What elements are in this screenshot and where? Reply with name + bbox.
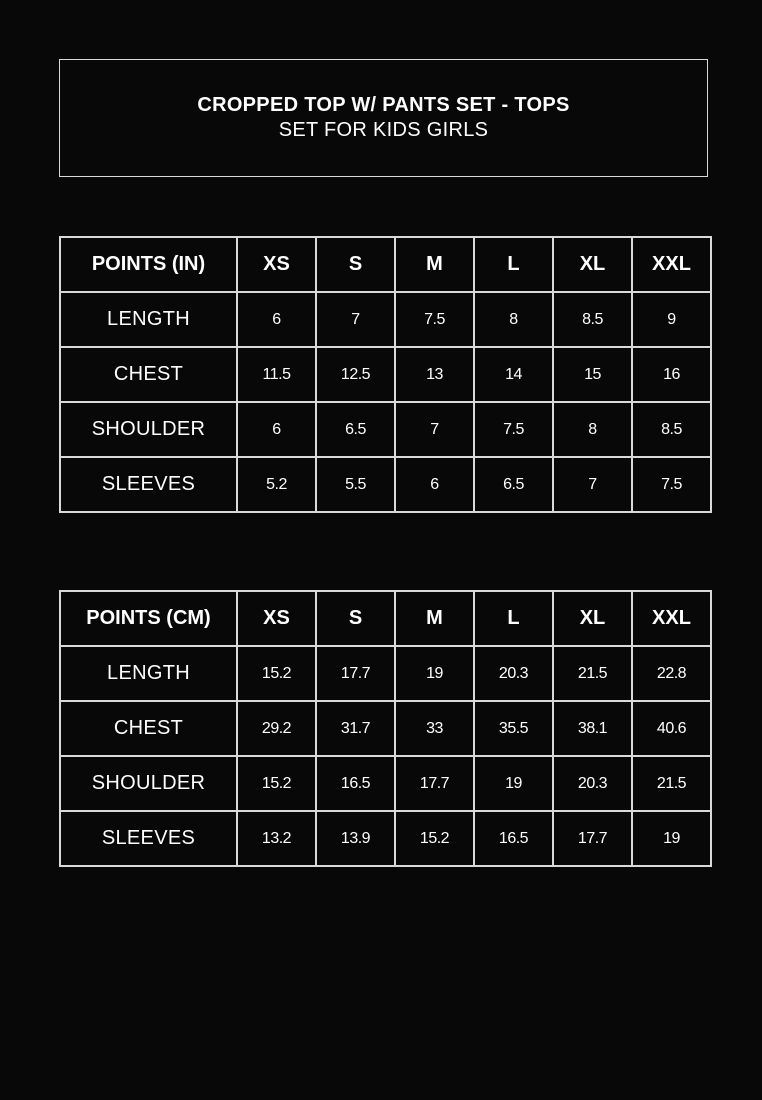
table-cell: 9 (632, 292, 711, 347)
table-cell: 21.5 (553, 646, 632, 701)
table-cell: 7.5 (632, 457, 711, 512)
table-row (60, 457, 711, 512)
column-header-l: L (474, 237, 553, 292)
table-cell: 29.2 (237, 701, 316, 756)
table-cell: 5.2 (237, 457, 316, 512)
table-cell: 19 (474, 756, 553, 811)
table-cell: 6 (395, 457, 474, 512)
table-cell: 33 (395, 701, 474, 756)
table-row (60, 701, 711, 756)
table-cell: 40.6 (632, 701, 711, 756)
title-box (59, 59, 708, 177)
table-cell: 17.7 (553, 811, 632, 866)
table-cell: 15 (553, 347, 632, 402)
row-label: CHEST (60, 701, 237, 756)
table-cell: 20.3 (474, 646, 553, 701)
table-cell: 16 (632, 347, 711, 402)
table-cell: 19 (395, 646, 474, 701)
column-header-m: M (395, 591, 474, 646)
table-cell: 19 (632, 811, 711, 866)
table-cell: 13.2 (237, 811, 316, 866)
column-header-m: M (395, 237, 474, 292)
column-header-xs: XS (237, 591, 316, 646)
column-header-xxl: XXL (632, 237, 711, 292)
column-header-l: L (474, 591, 553, 646)
size-table-centimeters (59, 590, 712, 867)
row-label: SHOULDER (60, 756, 237, 811)
table-cell: 11.5 (237, 347, 316, 402)
table-cell: 38.1 (553, 701, 632, 756)
table-cell: 7 (316, 292, 395, 347)
table-cell: 15.2 (237, 756, 316, 811)
table-cell: 14 (474, 347, 553, 402)
table-row (60, 756, 711, 811)
row-label: SLEEVES (60, 811, 237, 866)
table-cell: 5.5 (316, 457, 395, 512)
column-header-s: S (316, 591, 395, 646)
table-cell: 8.5 (553, 292, 632, 347)
table-cell: 17.7 (395, 756, 474, 811)
row-label: SLEEVES (60, 457, 237, 512)
table-cell: 8 (553, 402, 632, 457)
table-header-row (60, 591, 711, 646)
table-cell: 7.5 (474, 402, 553, 457)
column-header-xxl: XXL (632, 591, 711, 646)
column-header-xs: XS (237, 237, 316, 292)
page-title: CROPPED TOP W/ PANTS SET - TOPS (197, 94, 570, 116)
column-header-points: POINTS (CM) (60, 591, 237, 646)
table-cell: 31.7 (316, 701, 395, 756)
row-label: LENGTH (60, 646, 237, 701)
table-cell: 6.5 (474, 457, 553, 512)
table-cell: 16.5 (316, 756, 395, 811)
table-cell: 6 (237, 402, 316, 457)
table-row (60, 811, 711, 866)
table-cell: 7 (395, 402, 474, 457)
column-header-xl: XL (553, 237, 632, 292)
row-label: CHEST (60, 347, 237, 402)
table-row (60, 402, 711, 457)
table-cell: 7 (553, 457, 632, 512)
column-header-points: POINTS (IN) (60, 237, 237, 292)
table-cell: 15.2 (237, 646, 316, 701)
table-cell: 6.5 (316, 402, 395, 457)
table-cell: 35.5 (474, 701, 553, 756)
row-label: SHOULDER (60, 402, 237, 457)
table-cell: 12.5 (316, 347, 395, 402)
table-cell: 8.5 (632, 402, 711, 457)
table-cell: 13.9 (316, 811, 395, 866)
row-label: LENGTH (60, 292, 237, 347)
page-subtitle: SET FOR KIDS GIRLS (278, 119, 489, 141)
table-cell: 22.8 (632, 646, 711, 701)
size-table-inches (59, 236, 712, 513)
table-cell: 7.5 (395, 292, 474, 347)
table-cell: 20.3 (553, 756, 632, 811)
table-cell: 21.5 (632, 756, 711, 811)
table-cell: 13 (395, 347, 474, 402)
table-row (60, 646, 711, 701)
table-cell: 6 (237, 292, 316, 347)
column-header-xl: XL (553, 591, 632, 646)
table-cell: 8 (474, 292, 553, 347)
table-header-row (60, 237, 711, 292)
table-cell: 15.2 (395, 811, 474, 866)
table-cell: 16.5 (474, 811, 553, 866)
table-row (60, 347, 711, 402)
column-header-s: S (316, 237, 395, 292)
table-cell: 17.7 (316, 646, 395, 701)
table-row (60, 292, 711, 347)
